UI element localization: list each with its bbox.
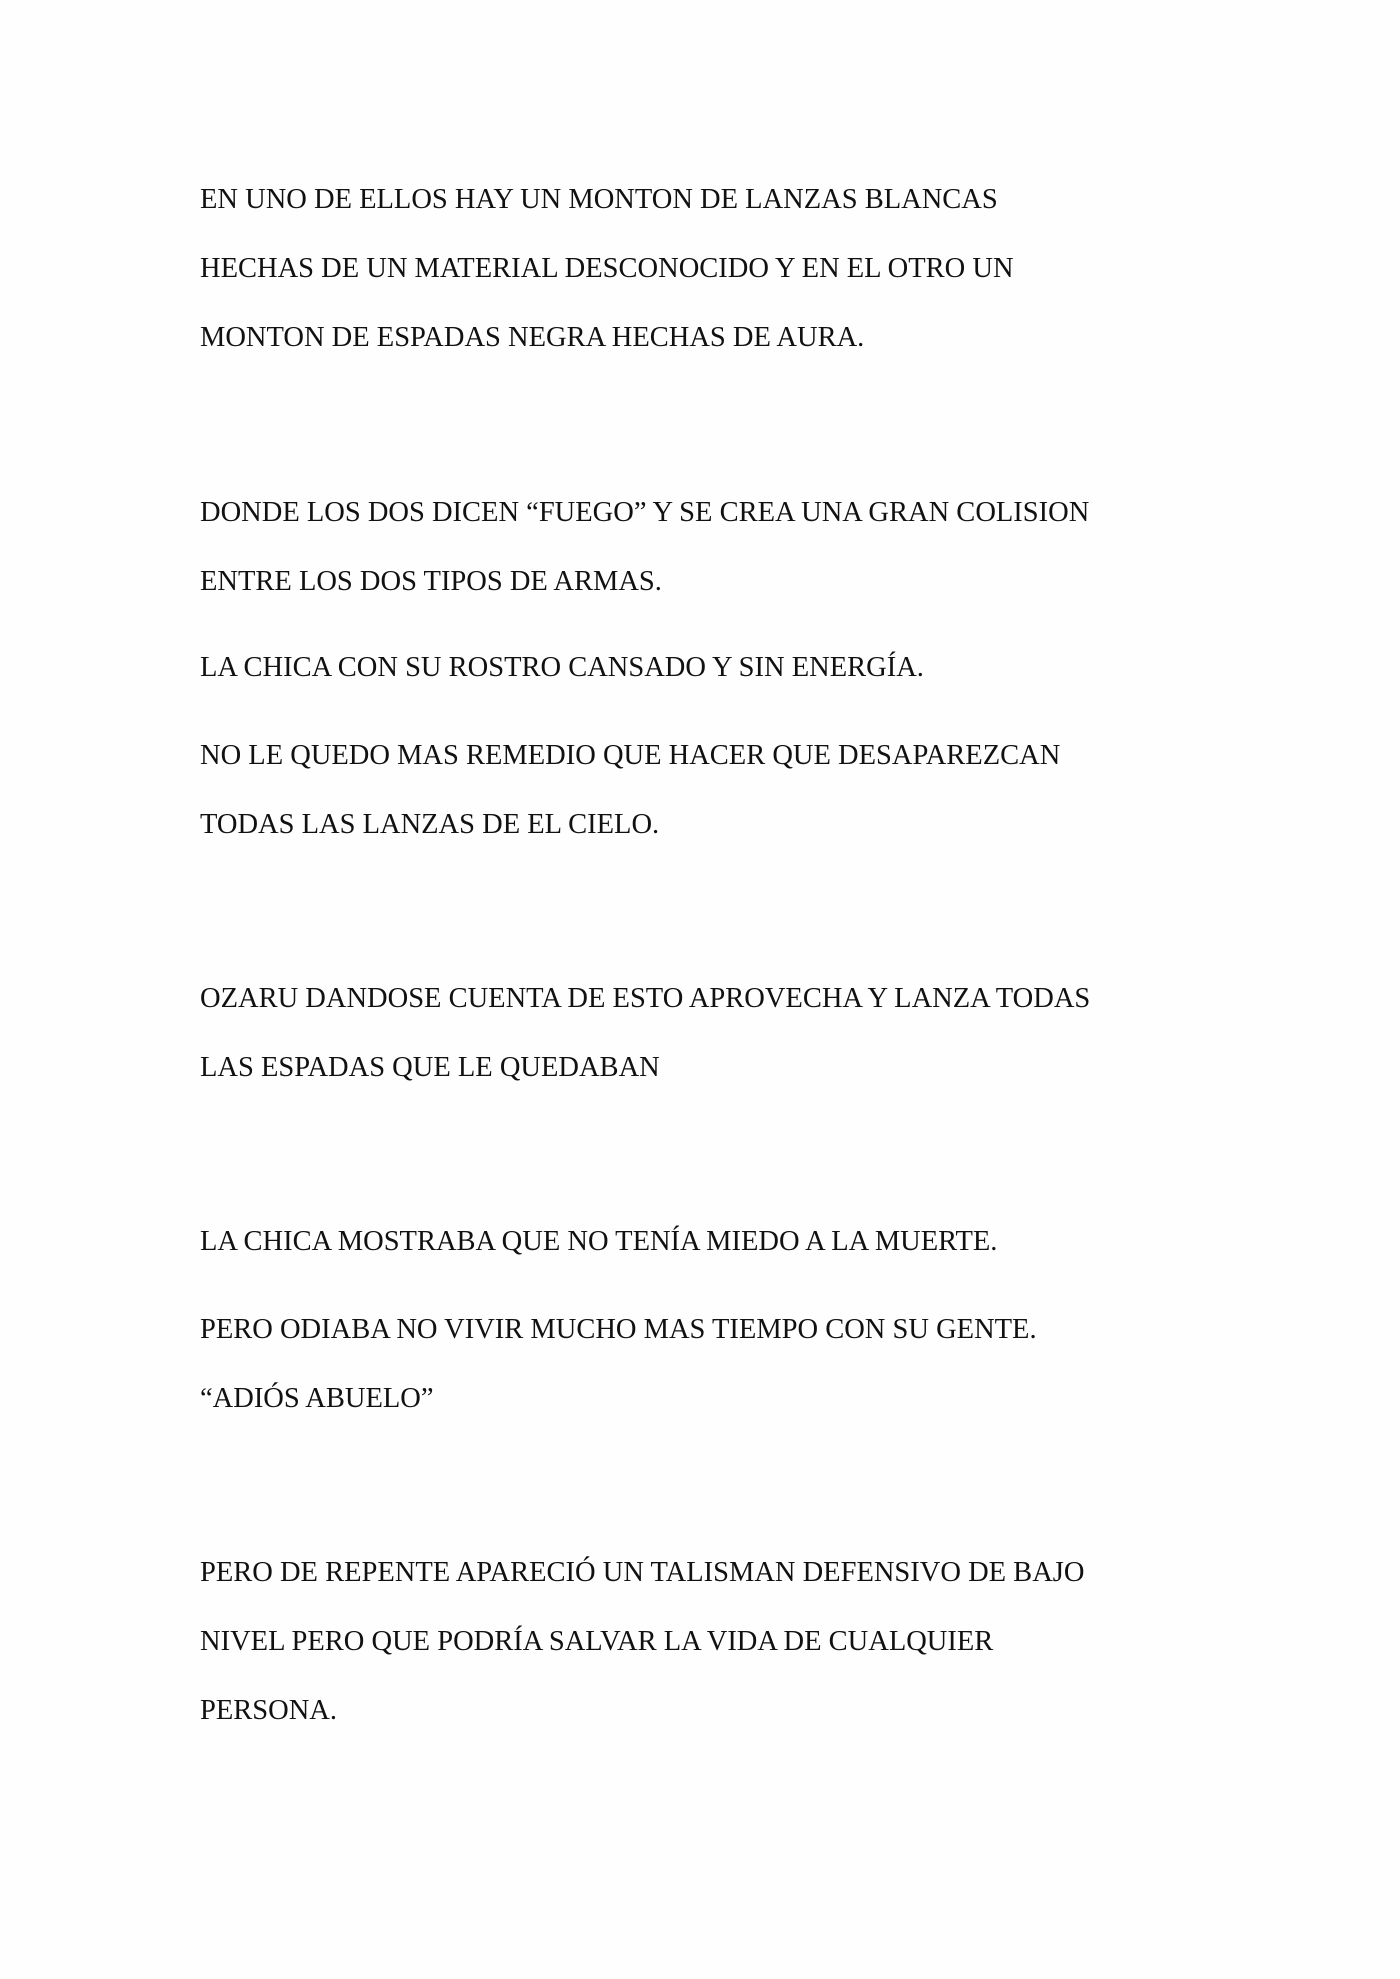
text-line: NIVEL PERO QUE PODRÍA SALVAR LA VIDA DE CUALQUIER (200, 1626, 994, 1657)
text-line: PERSONA. (200, 1695, 337, 1726)
text-line: DONDE LOS DOS DICEN “FUEGO” Y SE CREA UNA GRAN COLISION (200, 497, 1090, 528)
text-line: LA CHICA MOSTRABA QUE NO TENÍA MIEDO A LA MUERTE. (200, 1226, 998, 1257)
text-line: LAS ESPADAS QUE LE QUEDABAN (200, 1052, 660, 1083)
text-line: HECHAS DE UN MATERIAL DESCONOCIDO Y EN EL OTRO UN (200, 253, 1014, 284)
text-line: TODAS LAS LANZAS DE EL CIELO. (200, 809, 660, 840)
text-line: PERO ODIABA NO VIVIR MUCHO MAS TIEMPO CON SU GENTE. (200, 1314, 1037, 1345)
text-line: EN UNO DE ELLOS HAY UN MONTON DE LANZAS BLANCAS (200, 184, 998, 215)
text-line: NO LE QUEDO MAS REMEDIO QUE HACER QUE DESAPAREZCAN (200, 740, 1061, 771)
text-line: PERO DE REPENTE APARECIÓ UN TALISMAN DEFENSIVO DE BAJO (200, 1557, 1085, 1588)
text-line: MONTON DE ESPADAS NEGRA HECHAS DE AURA. (200, 322, 865, 353)
text-line: ENTRE LOS DOS TIPOS DE ARMAS. (200, 566, 662, 597)
text-line: “ADIÓS ABUELO” (200, 1383, 434, 1414)
text-line: LA CHICA CON SU ROSTRO CANSADO Y SIN ENERGÍA. (200, 652, 924, 683)
text-line: OZARU DANDOSE CUENTA DE ESTO APROVECHA Y LANZA TODAS (200, 983, 1091, 1014)
